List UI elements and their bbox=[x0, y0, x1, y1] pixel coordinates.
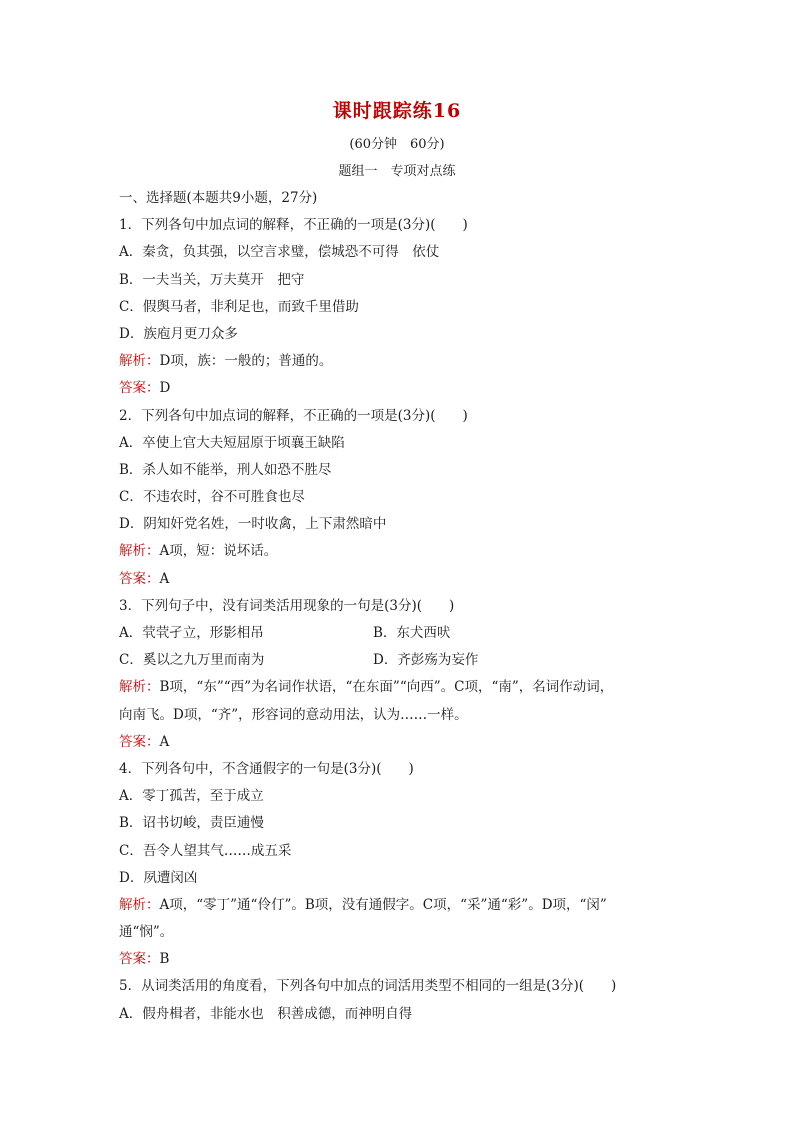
analysis-label: 解析： bbox=[119, 543, 160, 560]
answer-label: 答案： bbox=[119, 570, 160, 587]
question-body bbox=[119, 185, 699, 1028]
question-3-options-cd bbox=[119, 647, 699, 674]
question-5-stem: 5．从词类活用的角度看，下列各句中加点的词活用类型不相同的一组是(3分)( ) bbox=[119, 978, 617, 995]
question-4-option-c: C．吾令人望其气……成五采 bbox=[119, 842, 292, 859]
section-heading: 一、选择题(本题共9小题，27分) bbox=[119, 190, 318, 206]
question-3-option-c: C．奚以之九万里而南为 bbox=[119, 652, 265, 669]
answer-label: 答案： bbox=[119, 733, 160, 750]
question-3-options-ab bbox=[119, 620, 699, 647]
answer-text: D bbox=[159, 380, 171, 397]
page-title: 课时跟踪练16 bbox=[332, 100, 462, 122]
question-4-stem: 4．下列各句中，不含通假字的一句是(3分)( ) bbox=[119, 760, 414, 777]
question-3-analysis-line-2: 向南飞。D项，“齐”，形容词的意动用法，认为……一样。 bbox=[119, 706, 468, 723]
question-1-option-b: B．一夫当关，万夫莫开 把守 bbox=[119, 271, 305, 288]
question-4-option-d: D．夙遭闵凶 bbox=[119, 869, 198, 886]
question-5-option-a: A．假舟楫者，非能水也 积善成德，而神明自得 bbox=[119, 1005, 413, 1022]
question-4-analysis-line-2: 通“悯”。 bbox=[119, 924, 174, 941]
question-2-option-a: A．卒使上官大夫短屈原于顷襄王缺陷 bbox=[119, 434, 345, 451]
question-4-option-b: B．诏书切峻，责臣逋慢 bbox=[119, 815, 264, 832]
group-heading: 题组一 专项对点练 bbox=[338, 164, 456, 179]
question-2-option-d: D．阴知奸党名姓，一时收禽，上下肃然暗中 bbox=[119, 516, 387, 533]
answer-text: B bbox=[159, 951, 170, 968]
question-1-answer bbox=[119, 375, 699, 402]
question-4-analysis-line-1 bbox=[119, 892, 699, 919]
question-2-analysis bbox=[119, 538, 699, 565]
question-3-option-b: B．东犬西吠 bbox=[373, 625, 451, 641]
answer-label: 答案： bbox=[119, 380, 160, 397]
question-3-stem: 3．下列句子中，没有词类活用现象的一句是(3分)( ) bbox=[119, 597, 455, 614]
question-3-option-d: D．齐彭殇为妄作 bbox=[373, 652, 479, 669]
question-1-option-a: A．秦贪，负其强，以空言求璧，偿城恐不可得 依仗 bbox=[119, 244, 440, 261]
question-1-option-d: D．族庖月更刀众多 bbox=[119, 325, 238, 342]
question-1-option-c: C．假舆马者，非利足也，而致千里借助 bbox=[119, 298, 359, 315]
answer-text: A bbox=[159, 570, 170, 587]
question-2-answer bbox=[119, 566, 699, 593]
question-1-analysis bbox=[119, 348, 699, 375]
time-score-info: (60分钟 60分) bbox=[349, 137, 445, 152]
analysis-text: B项，“东”“西”为名词作状语，“在东面”“向西”。C项，“南”，名词作动词， bbox=[159, 679, 614, 696]
question-2-stem: 2．下列各句中加点词的解释，不正确的一项是(3分)( ) bbox=[119, 407, 468, 424]
question-4-answer bbox=[119, 946, 699, 973]
answer-label: 答案： bbox=[119, 951, 160, 968]
analysis-label: 解析： bbox=[119, 896, 160, 913]
question-3-option-a: A．茕茕孑立，形影相吊 bbox=[119, 625, 264, 641]
answer-text: A bbox=[159, 733, 170, 750]
analysis-text: A项，“零丁”通“伶仃”。B项，没有通假字。C项，“采”通“彩”。D项，“闵” bbox=[159, 896, 607, 913]
analysis-label: 解析： bbox=[119, 679, 160, 696]
analysis-label: 解析： bbox=[119, 353, 160, 370]
question-3-answer bbox=[119, 729, 699, 756]
analysis-text: D项，族：一般的；普通的。 bbox=[159, 353, 333, 370]
question-4-option-a: A．零丁孤苦，至于成立 bbox=[119, 788, 264, 805]
analysis-text: A项，短：说坏话。 bbox=[159, 543, 278, 560]
question-1-stem: 1．下列各句中加点词的解释，不正确的一项是(3分)( ) bbox=[119, 217, 468, 234]
question-2-option-b: B．杀人如不能举，刑人如恐不胜尽 bbox=[119, 461, 332, 478]
question-2-option-c: C．不违农时，谷不可胜食也尽 bbox=[119, 489, 305, 506]
question-3-analysis-line-1 bbox=[119, 674, 699, 701]
